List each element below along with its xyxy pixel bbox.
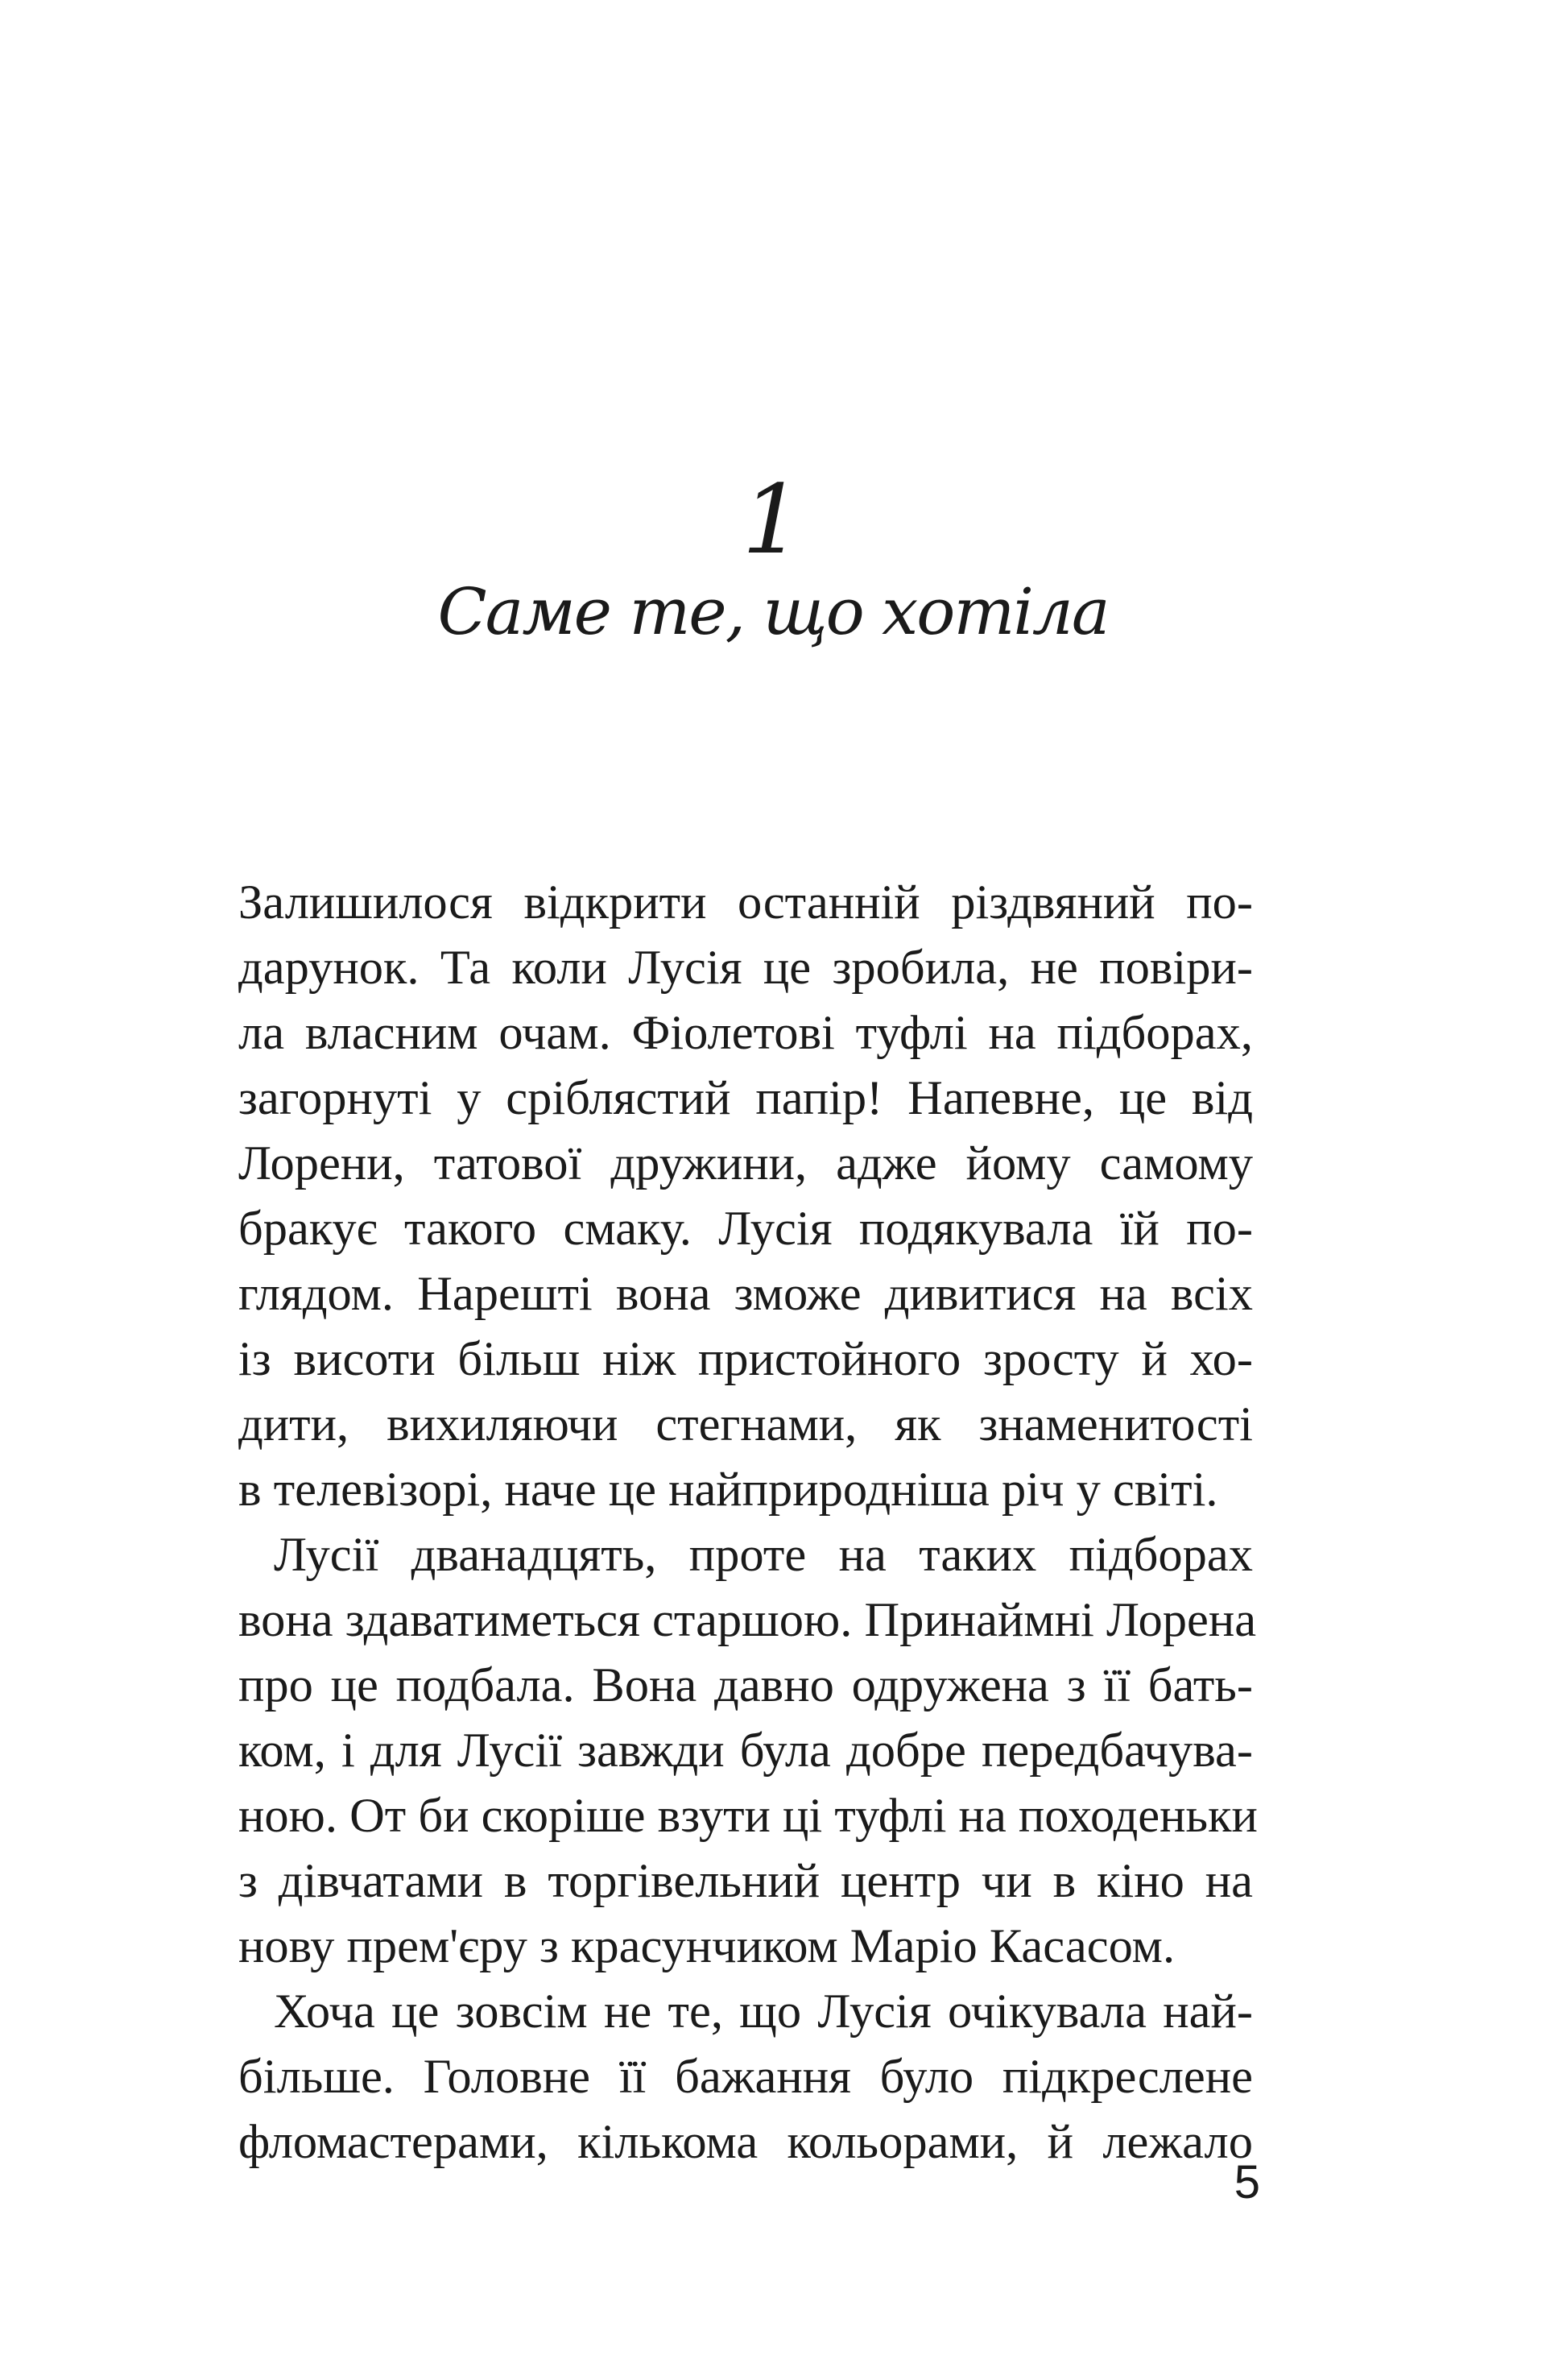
text-line: більше. Головне її бажання було підкреслене	[238, 2050, 1253, 2104]
page-number: 5	[1234, 2156, 1260, 2208]
text-line: дити, вихиляючи стегнами, як знаменитості	[238, 1397, 1253, 1451]
text-line: загорнуті у сріблястий папір! Напевне, це від	[238, 1071, 1253, 1125]
chapter-number: 1	[742, 464, 804, 575]
text-line: бракує такого смаку. Лусія подякувала їй по-	[238, 1202, 1253, 1256]
chapter-body	[238, 870, 1258, 2175]
text-line: Лорени, татової дружини, адже йому самому	[238, 1136, 1253, 1190]
text-line: ком, і для Лусії завжди була добре передбачува-	[238, 1724, 1253, 1778]
paragraph-2	[238, 1522, 1258, 1979]
text-line: вона здаватиметься старшою. Принаймні Лорена	[238, 1593, 1257, 1647]
paragraph-3	[238, 1979, 1253, 2175]
paragraph-1	[238, 870, 1253, 1522]
text-line: Лусії дванадцять, проте на таких підборах	[274, 1528, 1253, 1582]
text-line: із висоти більш ніж пристойного зросту й хо-	[238, 1332, 1253, 1386]
text-line: Хоча це зовсім не те, що Лусія очікувала най-	[274, 1985, 1253, 2039]
text-line: нову прем'єру з красунчиком Маріо Касасом.	[238, 1919, 1176, 1973]
text-line: ною. От би скоріше взути ці туфлі на походеньки	[238, 1789, 1258, 1843]
text-line: в телевізорі, наче це найприродніша річ у світі.	[238, 1463, 1218, 1517]
chapter-title: Саме те, що хотіла	[437, 574, 1109, 649]
text-line: з дівчатами в торгівельний центр чи в кіно на	[238, 1854, 1253, 1908]
text-line: Залишилося відкрити останній різдвяний по-	[238, 875, 1253, 929]
text-line: дарунок. Та коли Лусія це зробила, не повіри-	[238, 941, 1253, 995]
text-line: ла власним очам. Фіолетові туфлі на підборах,	[238, 1006, 1253, 1060]
text-line: про це подбала. Вона давно одружена з її бать-	[238, 1658, 1253, 1712]
text-line: фломастерами, кількома кольорами, й лежало	[238, 2115, 1253, 2169]
text-line: глядом. Нарешті вона зможе дивитися на всіх	[238, 1267, 1253, 1321]
